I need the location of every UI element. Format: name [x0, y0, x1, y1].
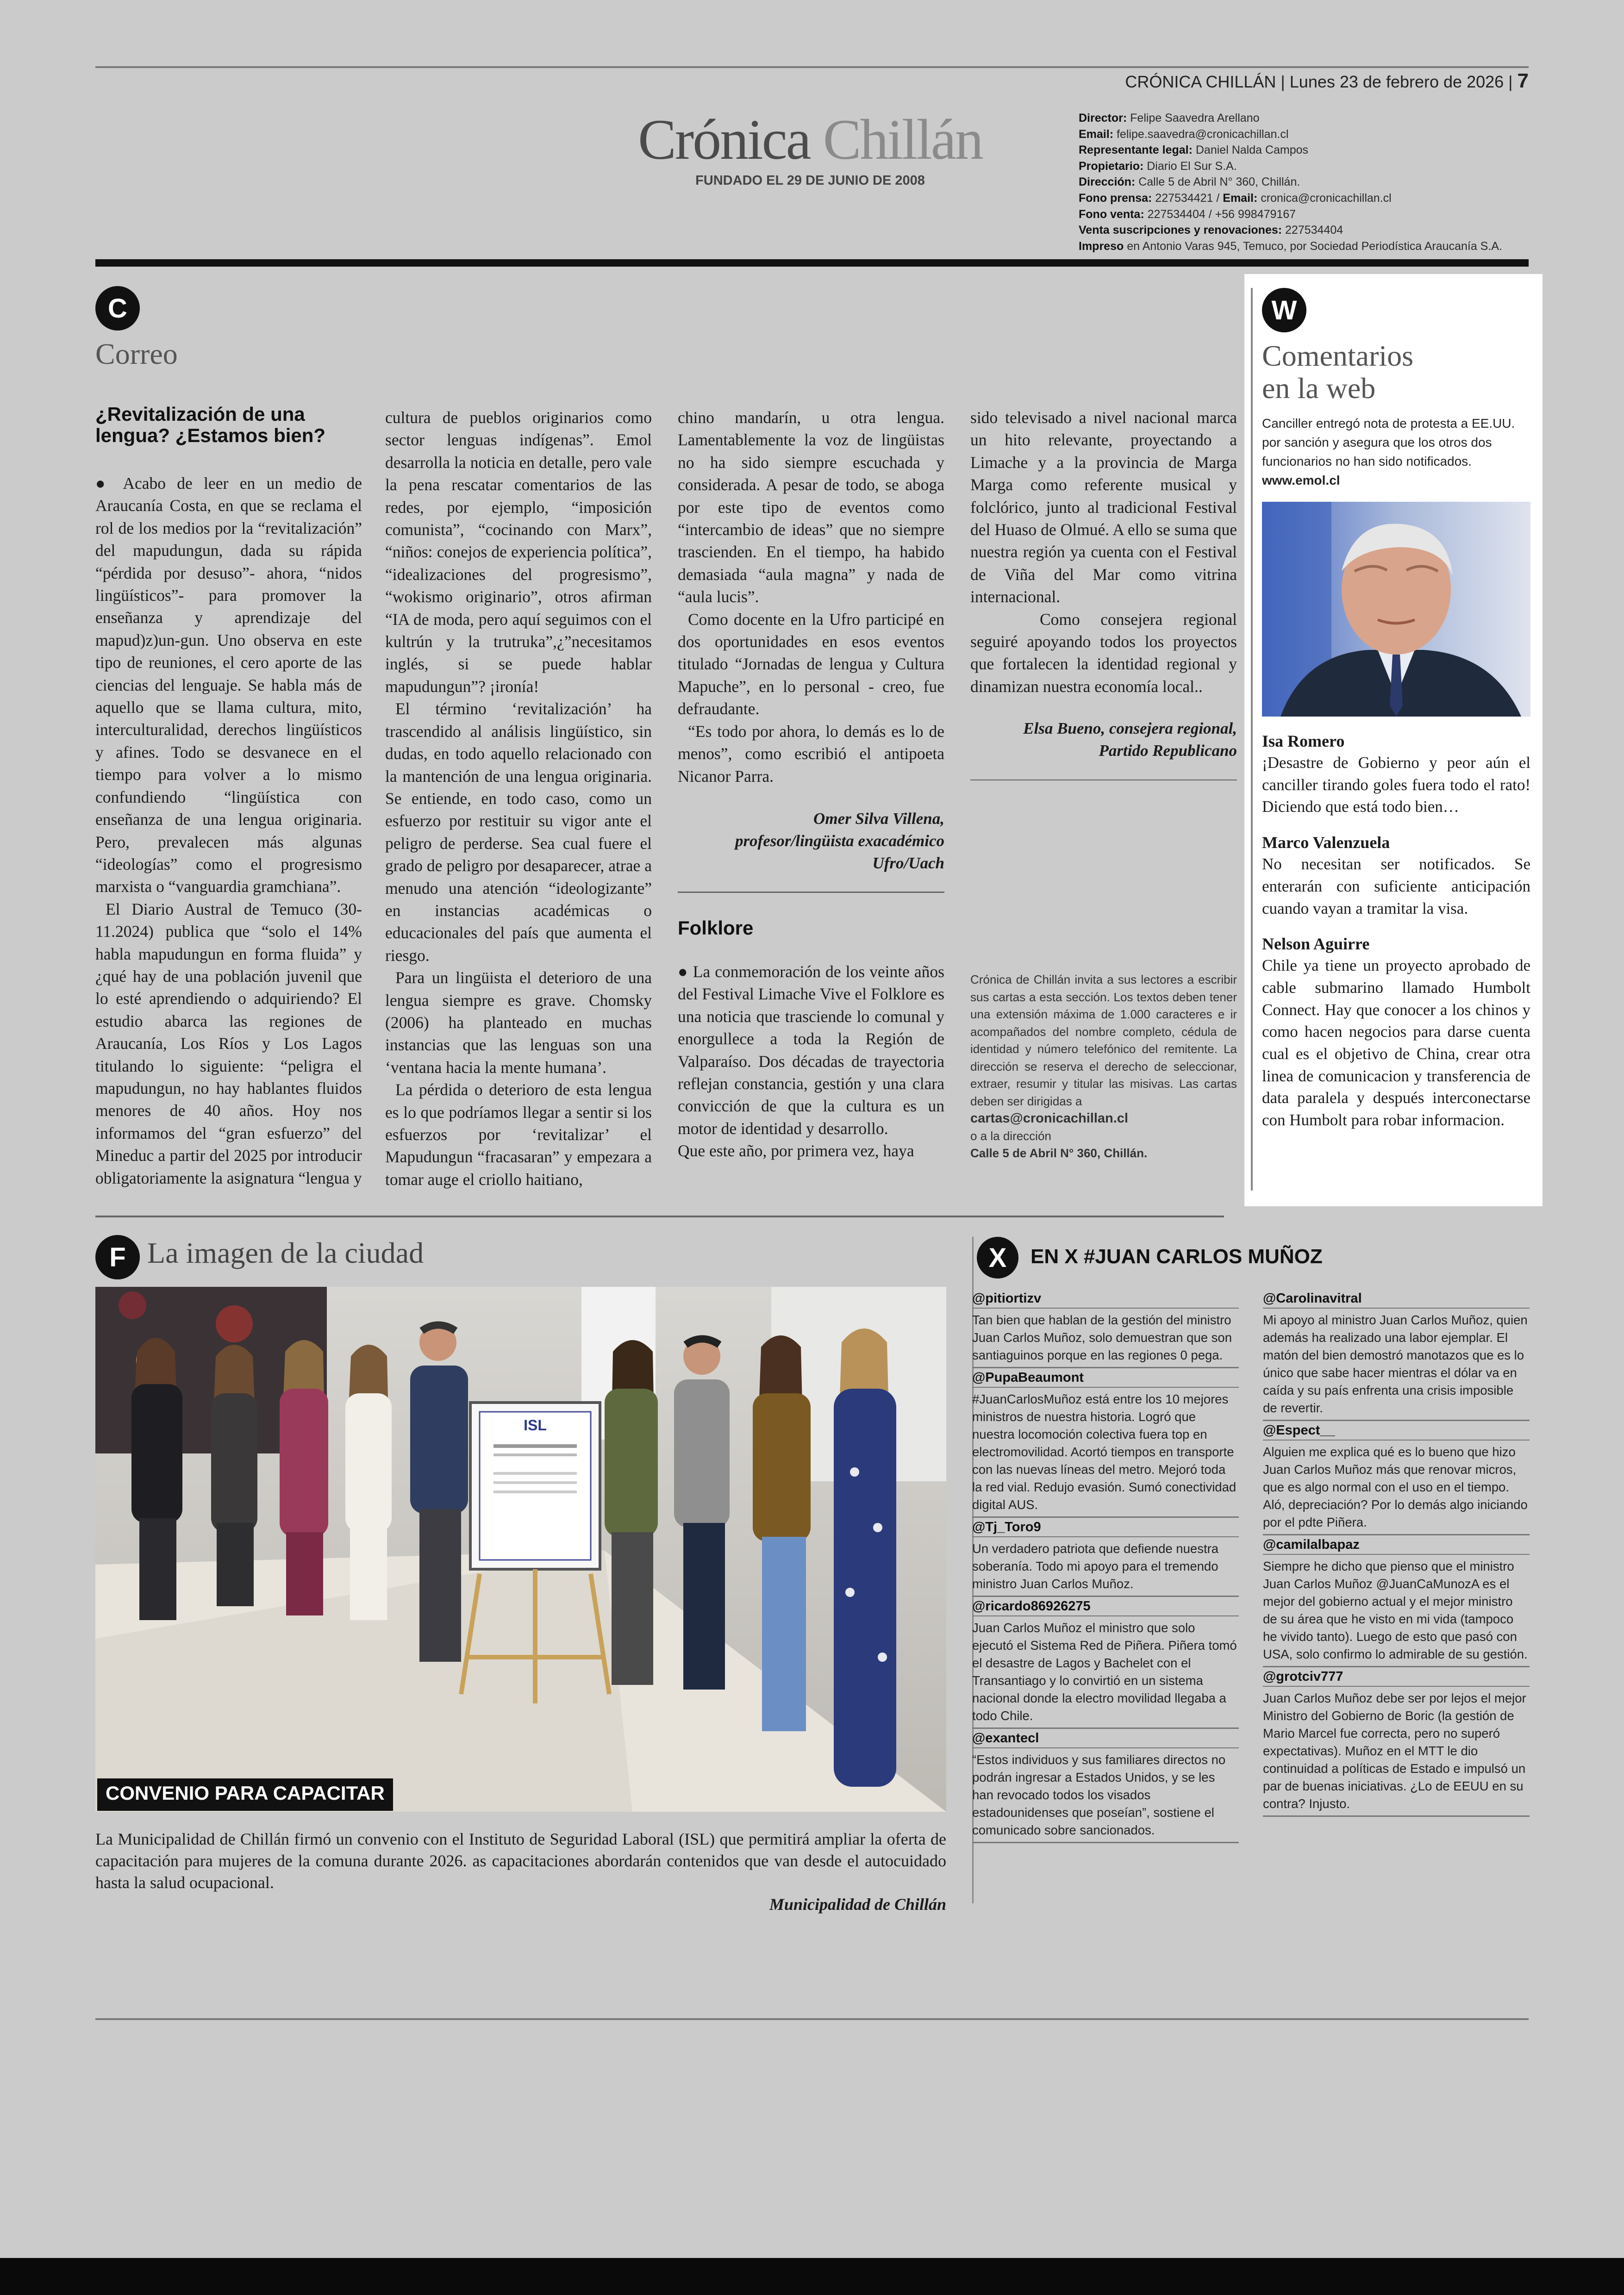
letter1-signature: Omer Silva Villena, profesor/lingüista exacadémico Ufro/Uach: [735, 810, 944, 872]
x-post: [972, 1289, 1239, 1368]
x-post-text: Tan bien que hablan de la gestión del ministro Juan Carlos Muñoz, solo demuestran que son santiaguinos porque en las regiones 0 pega.: [972, 1313, 1232, 1362]
web-comments-panel: [1244, 274, 1543, 1206]
correo-section-icon: C: [95, 286, 140, 331]
x-post: [1263, 1289, 1530, 1421]
x-posts-left: [972, 1289, 1239, 1843]
masthead-word-2: Chillán: [823, 108, 982, 171]
x-post-text: “Estos individuos y sus familiares directos no podrán ingresar a Estados Unidos, y se les han revocado todos los visados estadounidenses que poseían”, sostiene el comunicado sobre sancionados.: [972, 1752, 1226, 1837]
letters-email: cartas@cronicachillan.cl: [970, 1111, 1128, 1126]
letter1-headline: ¿Revitalización de una lengua? ¿Estamos bien?: [95, 403, 326, 446]
x-post: [1263, 1421, 1530, 1535]
x-post-text: Un verdadero patriota que defiende nuestra soberanía. Todo mi apoyo para el tremendo ministro Juan Carlos Muñoz.: [972, 1541, 1219, 1591]
web-comments-list: [1262, 730, 1530, 1131]
web-comment: [1262, 832, 1530, 919]
x-post: [972, 1368, 1239, 1518]
comment-text: ¡Desastre de Gobierno y peor aún el canciller tirando goles fuera todo el rato! Diciendo que está todo bien…: [1262, 754, 1530, 816]
letter-divider: [678, 892, 944, 893]
letter1-column-3: chino mandarín, u otra lengua. Lamentablemente la voz de lingüistas no ha sido siempre escuchada y considerada. A pesar de todo, se aboga por este tipo de eventos como “intercambio de ideas” que no siempre trascienden. En el tiempo, ha habido demasiada “aula magna” y nada de “aula lucis”. Como docente en la Ufro participé en dos oportunidades en esos eventos titulado “Jornadas de lengua y Cultura Mapuche”, en lo personal - creo, fue defraudante. “Es todo por ahora, lo demás es lo de menos”, como escribió el antipoeta Nicanor Parra.: [678, 408, 944, 786]
commenter-name: Isa Romero: [1262, 732, 1345, 750]
letters-notice: Crónica de Chillán invita a sus lectores a escribir sus cartas a esta sección. Los textos deben tener una extensión máxima de 1.000 caracteres e ir acompañados del nombre completo, cédula de identidad y número telefónico del remitente. La dirección se reserva el derecho de seleccionar, extraer, resumir y titular las misivas. Las cartas deben ser dirigidas a cartas@cronicachillan.cl o a la dirección Calle 5 de Abril N° 360, Chillán.: [970, 973, 1237, 1160]
letter1-column-1: ● Acabo de leer en un medio de Araucanía Costa, en que se reclama el rol de los medios por la “revitalización” del mapudungun, dada su rápida “pérdida por desuso”- ahora, “nidos lingüísticos”- para promover la enseñanza y aprendizaje del mapud)z)un-gun. Uno observa en este tipo de reuniones, el cero aporte de las ciencias del lenguaje. Se habla más de aquello que se llama cultura, mito, interculturalidad, derechos lingüísticos y afines. Todo se desvanece en el tiempo para volver a lo mismo confundiendo “lingüística con enseñanza de una lengua originaria. Pero, prevalecen más algunas “ideologías” como el progresismo marxista o “vanguardia gramchiana”. El Diario Austral de Temuco (30-11.2024) publica que “solo el 14% habla mapudungun en forma fluida” y ¿qué hay de una población juvenil que lo esté aprendiendo o adquiriendo? El estudio abarca las regiones de Araucanía, Los Ríos y Los Lagos titulando lo siguiente: “peligra el mapudungun, no hay hablantes fluidos menores de 40 años. Hoy nos informamos del “gran esfuerzo” del Mineduc a partir del 2025 por introducir obligatoriamente la asignatura “lengua y: [95, 474, 362, 1187]
x-post: [972, 1518, 1239, 1597]
x-post-text: Juan Carlos Muñoz debe ser por lejos el mejor Ministro del Gobierno de Boric (la gestión de Mario Marcel fue correcta, pero no superó expectativas). Muñoz en el MTT le dio continuidad a políticas de Estado e impulsó un par de buenas iniciativas. ¿Lo de EEUU en su contra? Injusto.: [1263, 1691, 1526, 1811]
x-post: [972, 1729, 1239, 1843]
x-post-text: Alguien me explica qué es lo bueno que hizo Juan Carlos Muñoz más que renovar micros, que es algo normal con el uso en el tiempo. Aló, depreciación? Por lo demás algo iniciando por el pdte Piñera.: [1263, 1445, 1528, 1529]
imprint-line: Dirección: Calle 5 de Abril N° 360, Chillán.: [1079, 175, 1300, 189]
imprint-line: Email: felipe.saavedra@cronicachillan.cl: [1079, 127, 1289, 141]
x-post-text: Siempre he dicho que pienso que el ministro Juan Carlos Muñoz @JuanCaMunozA es el mejor del gobierno actual y el mejor ministro de su área que he visto en mi vida (tampoco he vivido tanto). Luego de esto que pasó con USA, solo confirmo lo admirable de su gestión.: [1263, 1559, 1528, 1661]
image-section-title: La imagen de la ciudad: [147, 1236, 424, 1269]
letter2-column-2: sido televisado a nivel nacional marca un hito relevante, proyectando a Limache y a la provincia de Marga Marga como referente musical y folclórico, junto al tradicional Festival del Huaso de Olmué. A ello se suma que nuestra región ya cuenta con el Festival de Viña del Mar como vitrina internacional. Como consejera regional seguiré apoyando todos los proyectos que fortalecen la identidad regional y dinamizan nuestra economía local..: [970, 408, 1237, 696]
web-comment: [1262, 730, 1530, 818]
commenter-name: Marco Valenzuela: [1262, 833, 1390, 852]
city-photo: [95, 1287, 946, 1812]
section-rule: [95, 1216, 1224, 1217]
founded-line: FUNDADO EL 29 DE JUNIO DE 2008: [695, 173, 925, 188]
imprint-line: Fono prensa: 227534421 / Email: cronica@cronicachillan.cl: [1079, 191, 1392, 205]
x-handle[interactable]: @Carolinavitral: [1263, 1289, 1530, 1309]
imprint-line: Fono venta: 227534404 / +56 998479167: [1079, 207, 1296, 221]
imprint-line: Director: Felipe Saavedra Arellano: [1079, 112, 1260, 125]
imprint-block: [1079, 110, 1532, 254]
x-post-text: #JuanCarlosMuñoz está entre los 10 mejores ministros de nuestra historia. Logró que nuestra locomoción colectiva fuera top en electromovilidad. Acortó tiempos en transporte con las nuevas líneas del metro. Mejoró toda la red vial. Redujo evasión. Sumó conectividad digital AUS.: [972, 1392, 1237, 1512]
letter2-headline: Folklore: [678, 917, 754, 939]
masthead: [630, 108, 991, 188]
imprint-line: Representante legal: Daniel Nalda Campos: [1079, 143, 1309, 157]
web-comment: [1262, 933, 1530, 1131]
web-intro: Canciller entregó nota de protesta a EE.UU. por sanción y asegura que los otros dos funcionarios no han sido notificados. www.emol.cl: [1262, 416, 1515, 487]
x-handle[interactable]: @Tj_Toro9: [972, 1518, 1239, 1537]
canciller-photo: [1262, 502, 1530, 717]
x-handle[interactable]: @exantecl: [972, 1729, 1239, 1748]
x-handle[interactable]: @camilalbapaz: [1263, 1535, 1530, 1555]
x-section-title: EN X #JUAN CARLOS MUÑOZ: [1031, 1245, 1323, 1268]
web-section-icon: W: [1262, 288, 1306, 332]
correo-section-title: Correo: [95, 337, 178, 370]
x-post: [1263, 1535, 1530, 1667]
bottom-bar: [0, 2258, 1624, 2295]
x-posts-right: [1263, 1289, 1530, 1817]
imprint-line: Propietario: Diario El Sur S.A.: [1079, 159, 1237, 173]
photo-label: CONVENIO PARA CAPACITAR: [97, 1778, 393, 1811]
header-thick-rule: [95, 259, 1529, 267]
letter1-column-2: cultura de pueblos originarios como sector lenguas indígenas”. Emol desarrolla la noticia en detalle, pero vale la pena rescatar comentarios de las redes, por ejemplo, “imposición comunista”, “cocinando con Marx”, “niños: conejos de experiencia política”, “idealizaciones del progresismo”, “wokismo originario”, otros afirman “IA de moda, pero aquí seguimos con el kultrún y la trutruka”,¿”necesitamos inglés, si se puede hablar mapudungun”? ¡ironía! El término ‘revitalización’ ha trascendido al análisis lingüístico, sin dudas, en todo aquello relacionado con la mantención de una lengua originaria. Se entiende, en todo caso, como un esfuerzo por restituir su vigor ante el peligro de perderse. Sea cual fuere el grado de peligro por desaparecer, atrae a menudo una atención “ideologizante” en instancias académicas o educacionales del país que aumenta el riesgo. Para un lingüista el deterioro de una lengua siempre es grave. Chomsky (2006) ha planteado en muchas instancias que las lenguas son una ‘ventana hacia la mente humana’. La pérdida o deterioro de esta lengua es lo que podríamos llegar a sentir si los esfuerzos por ‘revitalizar’ el Mapudungun “fracasaran” y empezara a tomar auge el criollo haitiano,: [385, 408, 652, 1189]
commenter-name: Nelson Aguirre: [1262, 935, 1370, 954]
imprint-line: Impreso en Antonio Varas 945, Temuco, por Sociedad Periodística Araucanía S.A.: [1079, 239, 1502, 253]
folio: CRÓNICA CHILLÁN | Lunes 23 de febrero de 2026 | 7: [1125, 69, 1529, 92]
x-handle[interactable]: @PupaBeaumont: [972, 1368, 1239, 1388]
top-rule: [95, 66, 1529, 68]
image-section-icon: F: [95, 1235, 140, 1279]
letter2-column-1: ● La conmemoración de los veinte años del Festival Limache Vive el Folklore es una noticia que trasciende lo comunal y enorgullece a toda la Región de Valparaíso. Dos décadas de trayectoria reflejan constancia, gestión y una clara convicción de que la cultura es un motor de identidad y desarrollo. Que este año, por primera vez, haya: [678, 962, 944, 1160]
letter2-signature: Elsa Bueno, consejera regional, Partido Republicano: [1023, 719, 1237, 760]
x-post-text: Juan Carlos Muñoz el ministro que solo ejecutó el Sistema Red de Piñera. Piñera tomó el desastre de Lagos y Bachelet con el Transantiago y lo convirtió en un sistema nacional donde la electro movilidad llegaba a todo Chile.: [972, 1621, 1237, 1723]
x-post: [1263, 1667, 1530, 1817]
comment-text: No necesitan ser notificados. Se enterarán con suficiente anticipación cuando vayan a tramitar la visa.: [1262, 855, 1530, 917]
x-post-text: Mi apoyo al ministro Juan Carlos Muñoz, quien además ha realizado una labor ejemplar. El matón del bien demostró manotazos que es lo único que sabe hacer mientras el dólar va en caída y su país enfrenta una crisis imposible de revertir.: [1263, 1313, 1528, 1415]
bottom-rule: [95, 2018, 1529, 2020]
x-handle[interactable]: @pitiortizv: [972, 1289, 1239, 1309]
masthead-word-1: Crónica: [638, 108, 810, 171]
x-handle[interactable]: @Espect__: [1263, 1421, 1530, 1441]
easel-logo-text: ISL: [524, 1417, 547, 1434]
web-section-title: Comentarios en la web: [1262, 339, 1414, 405]
x-post: [972, 1597, 1239, 1729]
comment-text: Chile ya tiene un proyecto aprobado de cable submarino llamado Humbolt Connect. Hay que conocer a los chinos y como hacen negocios para darse cuenta cual es el objetivo de China, crear otra linea de comunicacion y transferencia de data paralela y después interconectarse con Humbolt para robar informacion.: [1262, 956, 1530, 1129]
x-handle[interactable]: @ricardo86926275: [972, 1597, 1239, 1616]
photo-caption: La Municipalidad de Chillán firmó un convenio con el Instituto de Seguridad Laboral (ISL) que permitirá ampliar la oferta de capacitación para mujeres de la comuna durante 2026. as capacitaciones abordarán contenidos que van desde el autocuidado hasta la salud ocupacional. Municipalidad de Chillán: [95, 1828, 946, 1915]
photo-credit: Municipalidad de Chillán: [769, 1895, 946, 1914]
imprint-line: Venta suscripciones y renovaciones: 227534404: [1079, 224, 1343, 237]
x-section-icon: X: [977, 1237, 1018, 1278]
x-handle[interactable]: @grotciv777: [1263, 1667, 1530, 1687]
